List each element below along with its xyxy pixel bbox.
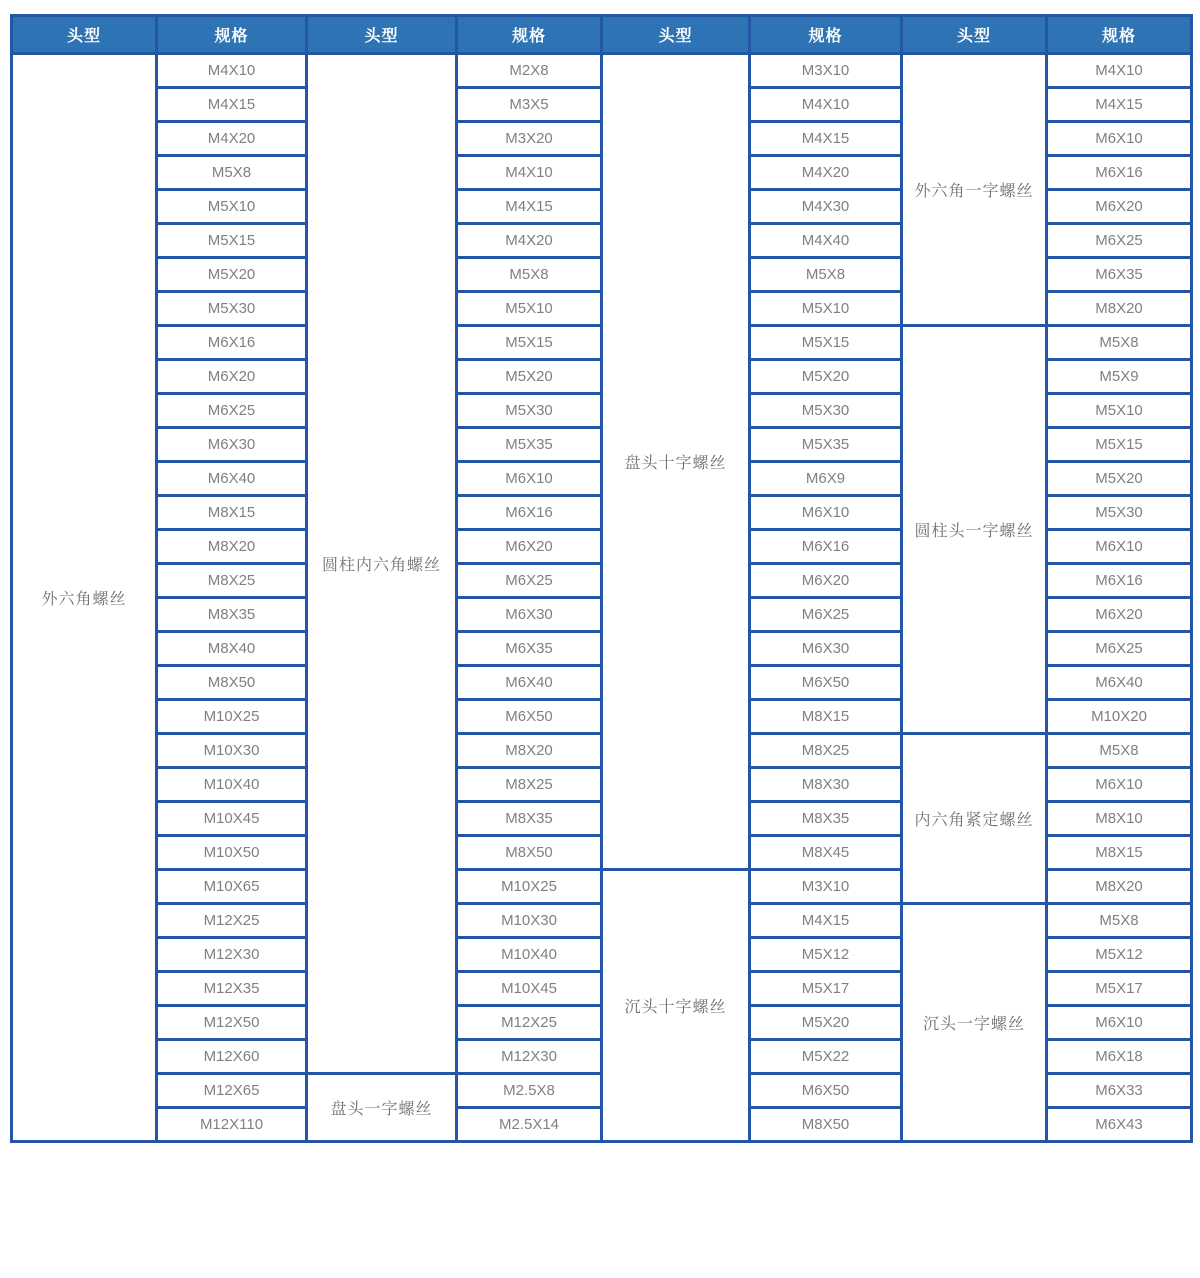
header-cell-spec-1: 规格: [157, 16, 307, 54]
spec-cell: M6X50: [457, 700, 602, 734]
spec-cell: M8X35: [157, 598, 307, 632]
spec-cell: M8X25: [750, 734, 902, 768]
spec-cell: M10X20: [1047, 700, 1192, 734]
spec-cell: M12X30: [157, 938, 307, 972]
spec-cell: M6X50: [750, 1074, 902, 1108]
spec-cell: M6X20: [750, 564, 902, 598]
spec-cell: M5X20: [750, 360, 902, 394]
spec-cell: M12X25: [157, 904, 307, 938]
spec-cell: M10X40: [157, 768, 307, 802]
header-cell-spec-4: 规格: [1047, 16, 1192, 54]
spec-cell: M8X45: [750, 836, 902, 870]
spec-cell: M8X20: [1047, 292, 1192, 326]
spec-cell: M8X10: [1047, 802, 1192, 836]
spec-cell: M4X15: [750, 122, 902, 156]
spec-cell: M5X10: [457, 292, 602, 326]
spec-cell: M6X30: [750, 632, 902, 666]
spec-cell: M8X15: [750, 700, 902, 734]
spec-cell: M6X25: [1047, 632, 1192, 666]
head-type-cell: 外六角一字螺丝: [902, 54, 1047, 326]
spec-cell: M3X20: [457, 122, 602, 156]
header-cell-head-type-1: 头型: [12, 16, 157, 54]
spec-cell: M6X16: [1047, 564, 1192, 598]
spec-cell: M3X10: [750, 870, 902, 904]
spec-cell: M5X30: [157, 292, 307, 326]
header-cell-spec-2: 规格: [457, 16, 602, 54]
spec-cell: M4X20: [157, 122, 307, 156]
spec-cell: M5X15: [750, 326, 902, 360]
spec-cell: M5X22: [750, 1040, 902, 1074]
spec-cell: M4X10: [457, 156, 602, 190]
spec-cell: M4X20: [750, 156, 902, 190]
spec-cell: M12X65: [157, 1074, 307, 1108]
spec-cell: M4X15: [457, 190, 602, 224]
spec-cell: M5X10: [750, 292, 902, 326]
spec-cell: M3X5: [457, 88, 602, 122]
header-cell-head-type-3: 头型: [602, 16, 750, 54]
spec-cell: M10X25: [157, 700, 307, 734]
screw-spec-table: [10, 14, 1193, 1143]
spec-cell: M10X45: [157, 802, 307, 836]
spec-cell: M8X20: [157, 530, 307, 564]
head-type-cell: 沉头十字螺丝: [602, 870, 750, 1142]
spec-cell: M5X20: [1047, 462, 1192, 496]
head-type-cell: 圆柱内六角螺丝: [307, 54, 457, 1074]
header-cell-head-type-2: 头型: [307, 16, 457, 54]
spec-cell: M5X10: [157, 190, 307, 224]
spec-cell: M8X20: [1047, 870, 1192, 904]
spec-cell: M5X8: [157, 156, 307, 190]
spec-cell: M6X20: [157, 360, 307, 394]
spec-cell: M5X35: [750, 428, 902, 462]
spec-cell: M5X30: [750, 394, 902, 428]
spec-cell: M5X8: [1047, 326, 1192, 360]
spec-cell: M12X30: [457, 1040, 602, 1074]
spec-cell: M12X110: [157, 1108, 307, 1142]
spec-cell: M6X16: [750, 530, 902, 564]
spec-cell: M8X35: [457, 802, 602, 836]
spec-cell: M8X50: [457, 836, 602, 870]
spec-cell: M6X20: [457, 530, 602, 564]
spec-cell: M12X35: [157, 972, 307, 1006]
spec-cell: M12X25: [457, 1006, 602, 1040]
spec-cell: M4X15: [157, 88, 307, 122]
spec-cell: M2.5X8: [457, 1074, 602, 1108]
spec-cell: M4X15: [1047, 88, 1192, 122]
spec-cell: M6X30: [157, 428, 307, 462]
spec-cell: M8X25: [157, 564, 307, 598]
spec-cell: M5X35: [457, 428, 602, 462]
header-cell-spec-3: 规格: [750, 16, 902, 54]
spec-cell: M5X15: [457, 326, 602, 360]
spec-cell: M5X20: [750, 1006, 902, 1040]
spec-cell: M8X15: [157, 496, 307, 530]
head-type-cell: 盘头一字螺丝: [307, 1074, 457, 1142]
spec-cell: M6X9: [750, 462, 902, 496]
table-row: [12, 54, 1192, 88]
spec-cell: M5X8: [750, 258, 902, 292]
spec-cell: M6X33: [1047, 1074, 1192, 1108]
table-header-row: [12, 16, 1192, 54]
spec-cell: M5X8: [457, 258, 602, 292]
spec-cell: M10X50: [157, 836, 307, 870]
spec-cell: M5X30: [457, 394, 602, 428]
spec-cell: M6X16: [157, 326, 307, 360]
spec-cell: M5X20: [457, 360, 602, 394]
spec-cell: M4X10: [1047, 54, 1192, 88]
spec-cell: M4X20: [457, 224, 602, 258]
spec-cell: M8X35: [750, 802, 902, 836]
spec-cell: M5X15: [1047, 428, 1192, 462]
spec-cell: M8X50: [750, 1108, 902, 1142]
spec-cell: M10X65: [157, 870, 307, 904]
spec-cell: M6X18: [1047, 1040, 1192, 1074]
spec-cell: M6X10: [457, 462, 602, 496]
spec-cell: M4X40: [750, 224, 902, 258]
spec-cell: M6X16: [1047, 156, 1192, 190]
spec-cell: M6X20: [1047, 598, 1192, 632]
spec-cell: M6X35: [1047, 258, 1192, 292]
spec-cell: M5X12: [750, 938, 902, 972]
spec-cell: M6X25: [1047, 224, 1192, 258]
spec-cell: M5X8: [1047, 904, 1192, 938]
spec-cell: M6X25: [457, 564, 602, 598]
spec-cell: M6X10: [1047, 122, 1192, 156]
spec-cell: M8X15: [1047, 836, 1192, 870]
spec-cell: M5X17: [750, 972, 902, 1006]
spec-cell: M6X10: [1047, 530, 1192, 564]
spec-cell: M4X30: [750, 190, 902, 224]
spec-cell: M10X40: [457, 938, 602, 972]
spec-cell: M6X25: [157, 394, 307, 428]
spec-cell: M6X20: [1047, 190, 1192, 224]
head-type-cell: 盘头十字螺丝: [602, 54, 750, 870]
spec-cell: M6X16: [457, 496, 602, 530]
spec-cell: M8X30: [750, 768, 902, 802]
spec-cell: M10X30: [457, 904, 602, 938]
head-type-cell: 外六角螺丝: [12, 54, 157, 1142]
header-cell-head-type-4: 头型: [902, 16, 1047, 54]
spec-cell: M10X45: [457, 972, 602, 1006]
spec-cell: M4X10: [157, 54, 307, 88]
spec-cell: M8X25: [457, 768, 602, 802]
spec-cell: M8X50: [157, 666, 307, 700]
spec-cell: M6X40: [157, 462, 307, 496]
spec-cell: M6X10: [1047, 1006, 1192, 1040]
spec-cell: M5X9: [1047, 360, 1192, 394]
spec-cell: M8X40: [157, 632, 307, 666]
spec-cell: M6X50: [750, 666, 902, 700]
spec-cell: M5X17: [1047, 972, 1192, 1006]
head-type-cell: 沉头一字螺丝: [902, 904, 1047, 1142]
spec-cell: M6X10: [1047, 768, 1192, 802]
spec-cell: M5X8: [1047, 734, 1192, 768]
spec-cell: M2.5X14: [457, 1108, 602, 1142]
spec-cell: M10X25: [457, 870, 602, 904]
spec-cell: M4X15: [750, 904, 902, 938]
spec-cell: M6X25: [750, 598, 902, 632]
spec-cell: M2X8: [457, 54, 602, 88]
spec-cell: M4X10: [750, 88, 902, 122]
spec-cell: M6X10: [750, 496, 902, 530]
spec-cell: M12X50: [157, 1006, 307, 1040]
spec-cell: M3X10: [750, 54, 902, 88]
spec-cell: M6X35: [457, 632, 602, 666]
spec-cell: M5X10: [1047, 394, 1192, 428]
spec-cell: M6X30: [457, 598, 602, 632]
head-type-cell: 圆柱头一字螺丝: [902, 326, 1047, 734]
spec-cell: M6X43: [1047, 1108, 1192, 1142]
spec-cell: M6X40: [1047, 666, 1192, 700]
head-type-cell: 内六角紧定螺丝: [902, 734, 1047, 904]
spec-cell: M5X12: [1047, 938, 1192, 972]
spec-cell: M8X20: [457, 734, 602, 768]
spec-cell: M12X60: [157, 1040, 307, 1074]
spec-cell: M10X30: [157, 734, 307, 768]
spec-cell: M6X40: [457, 666, 602, 700]
spec-cell: M5X15: [157, 224, 307, 258]
table-body: [12, 54, 1192, 1142]
spec-cell: M5X20: [157, 258, 307, 292]
spec-cell: M5X30: [1047, 496, 1192, 530]
